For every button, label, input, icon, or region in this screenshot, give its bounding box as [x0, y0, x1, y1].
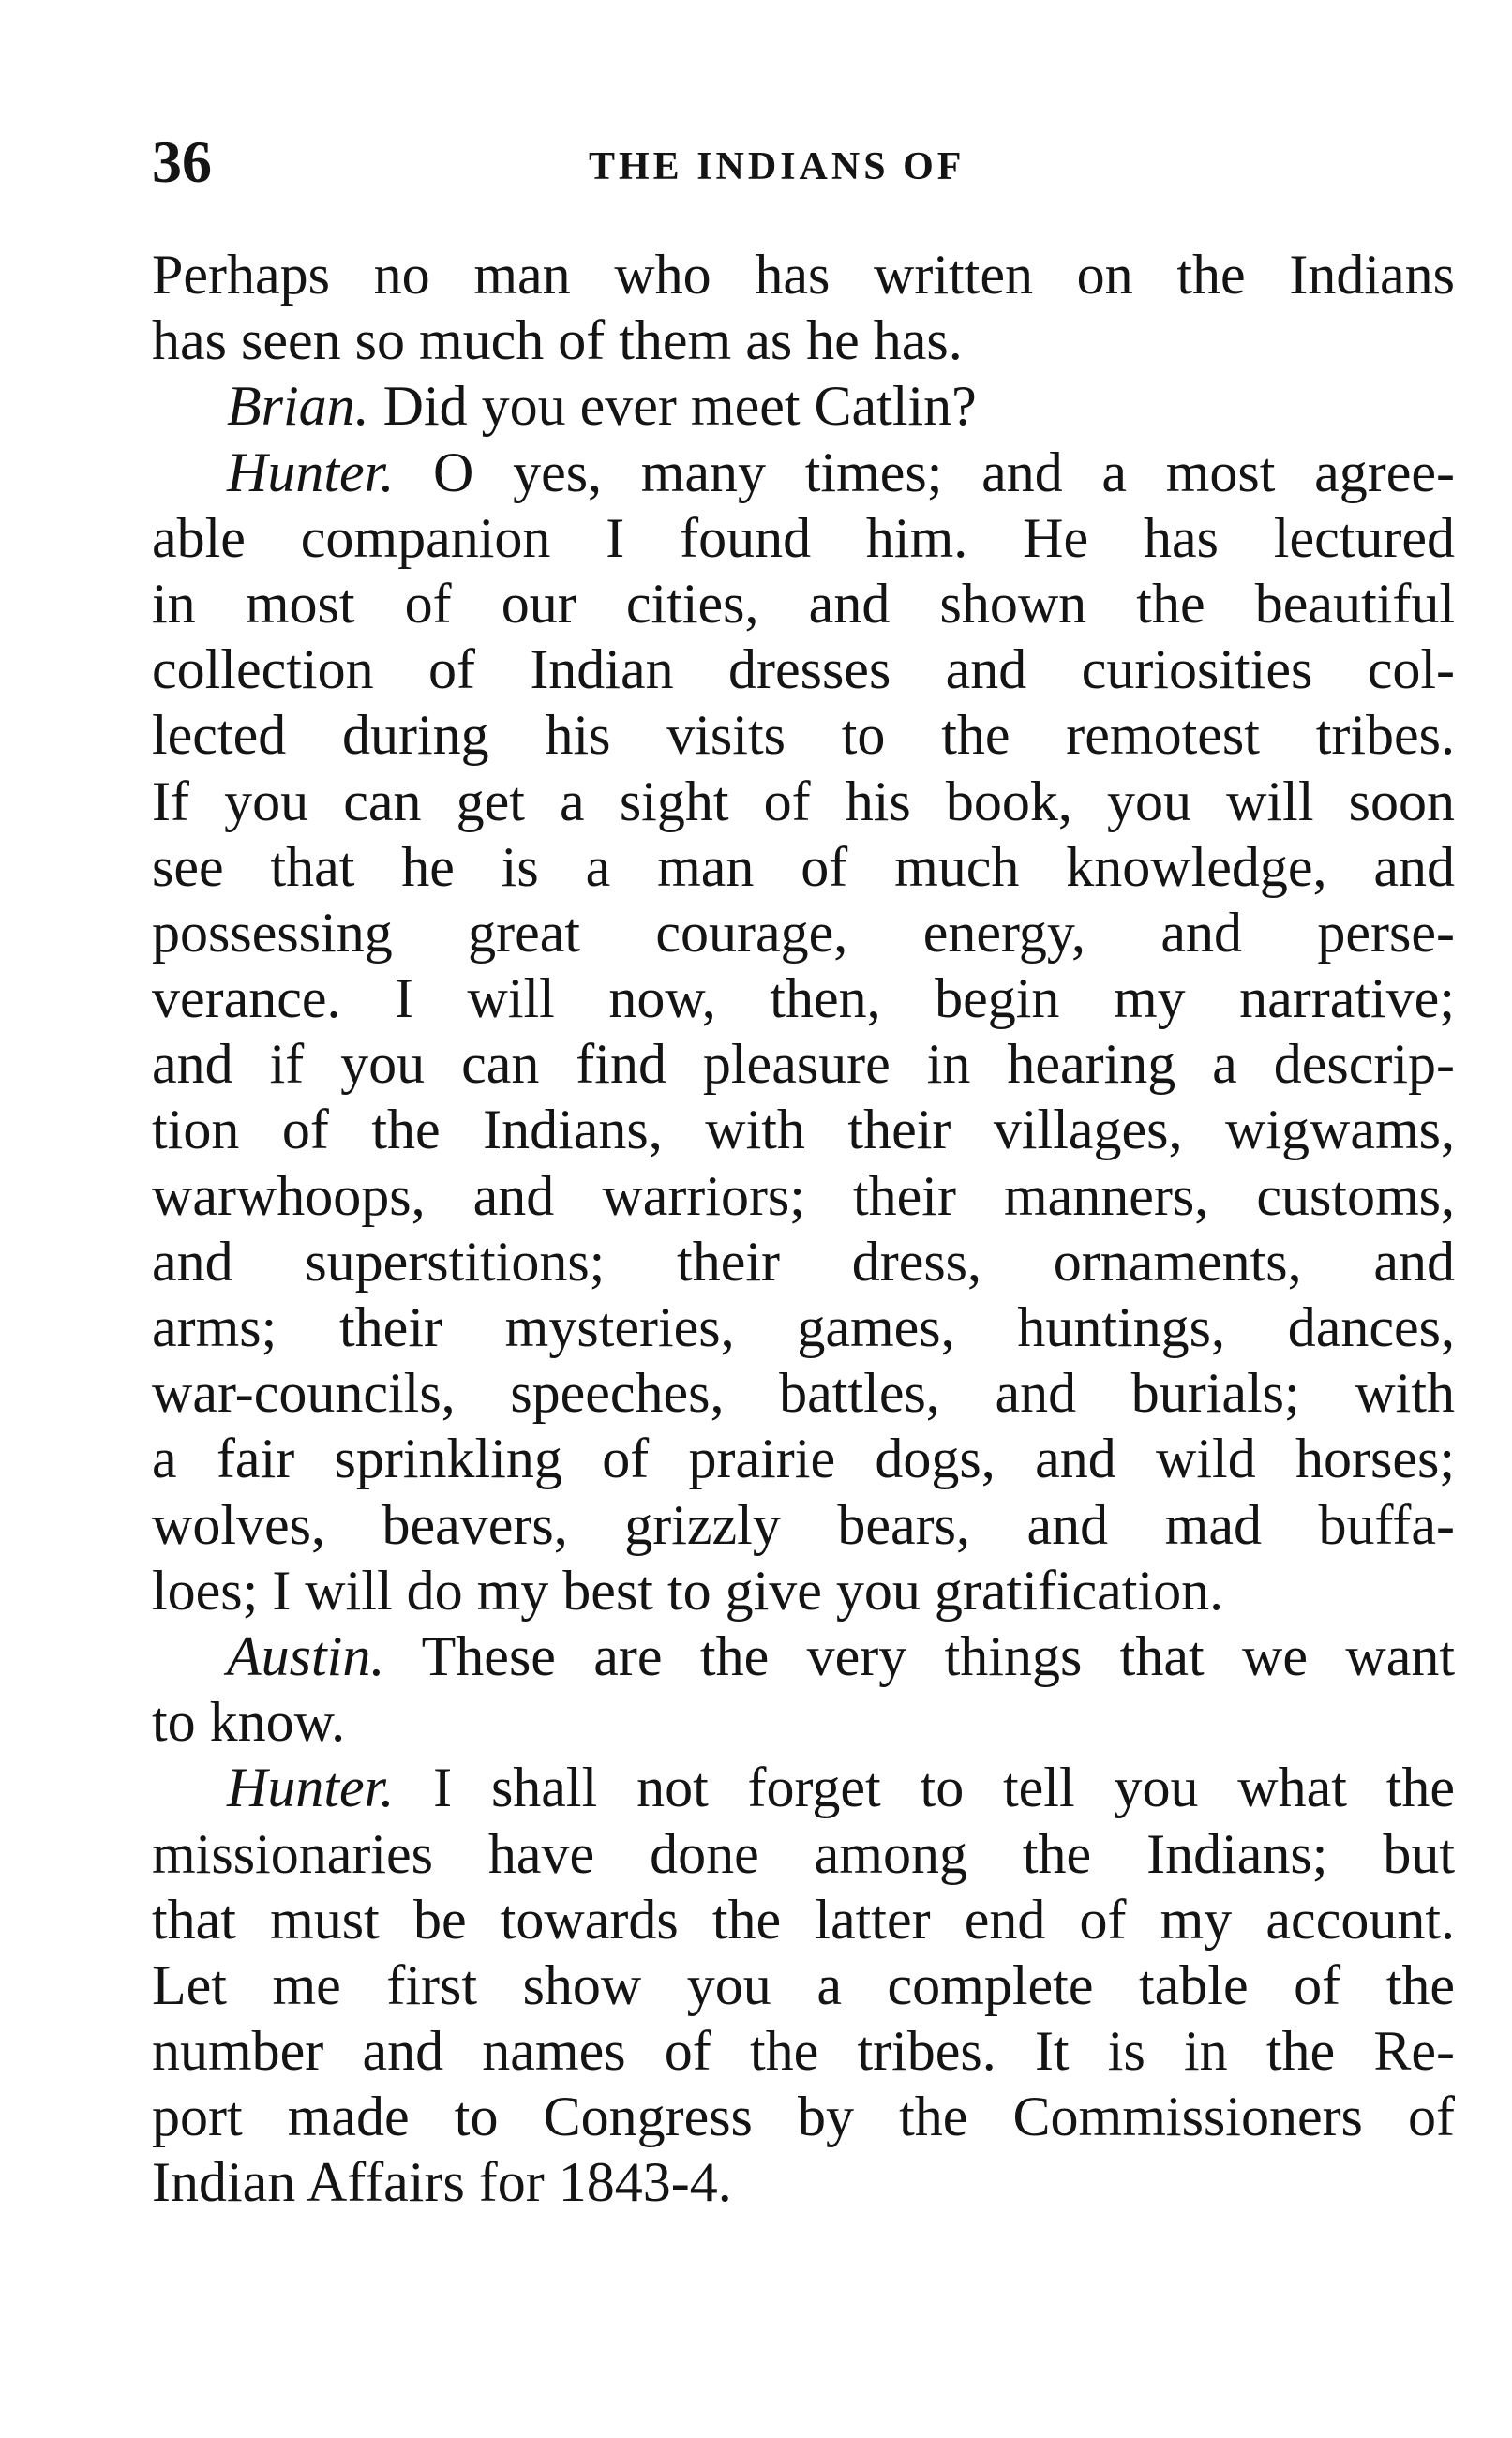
dialogue-line: Brian. Did you ever meet Catlin? [227, 375, 977, 438]
text-line: arms; their mysteries, games, huntings, dances, [152, 1296, 1455, 1358]
text-line: to know. [152, 1691, 346, 1754]
running-head [152, 129, 1455, 195]
text-line: and if you can find pleasure in hearing a descrip- [152, 1033, 1455, 1096]
speaker-name: Austin. [227, 1624, 385, 1687]
dialogue-line: Hunter. O yes, many times; and a most agree- [227, 441, 1456, 503]
text-line: has seen so much of them as he has. [152, 309, 963, 372]
body-text [152, 242, 1455, 2216]
text-line: able companion I found him. He has lectured [152, 506, 1455, 569]
text-line: port made to Congress by the Commissioners of [152, 2086, 1455, 2148]
text-line: verance. I will now, then, begin my narrative; [152, 967, 1455, 1030]
text-line: wolves, beavers, grizzly bears, and mad buffa- [152, 1493, 1455, 1556]
dialogue-line: Hunter. I shall not forget to tell you what the [227, 1757, 1456, 1819]
text-line: a fair sprinkling of prairie dogs, and wild horses; [152, 1428, 1455, 1490]
text-line: and superstitions; their dress, ornaments, and [152, 1230, 1455, 1293]
text-line: war-councils, speeches, battles, and burials; with [152, 1362, 1455, 1425]
dialogue-line: Austin. These are the very things that we want [227, 1624, 1456, 1687]
text-line: possessing great courage, energy, and perse- [152, 901, 1455, 964]
text-line: If you can get a sight of his book, you will soon [152, 770, 1455, 832]
text-line: number and names of the tribes. It is in the Re- [152, 2020, 1455, 2083]
text-line: collection of Indian dresses and curiosities col- [152, 638, 1455, 701]
text-line: loes; I will do my best to give you gratification. [152, 1559, 1224, 1622]
text-line: missionaries have done among the Indians; but [152, 1822, 1455, 1885]
text-line: Indian Affairs for 1843-4. [152, 2151, 732, 2214]
text-line: lected during his visits to the remotest tribes. [152, 704, 1455, 767]
page-number: 36 [152, 128, 212, 195]
running-title: THE INDIANS OF [589, 145, 966, 188]
text-line: tion of the Indians, with their villages, wigwams, [152, 1099, 1455, 1161]
text-line: Perhaps no man who has written on the Indians [152, 244, 1455, 306]
speaker-name: Hunter. [227, 441, 395, 503]
text-line: Let me first show you a complete table of the [152, 1953, 1455, 2016]
speaker-name: Hunter. [227, 1757, 395, 1819]
text-line: warwhoops, and warriors; their manners, customs, [152, 1164, 1455, 1227]
text-line: in most of our cities, and shown the beautiful [152, 572, 1455, 635]
text-line: see that he is a man of much knowledge, and [152, 835, 1455, 898]
speaker-name: Brian. [227, 375, 369, 438]
text-line: that must be towards the latter end of my account. [152, 1888, 1455, 1951]
